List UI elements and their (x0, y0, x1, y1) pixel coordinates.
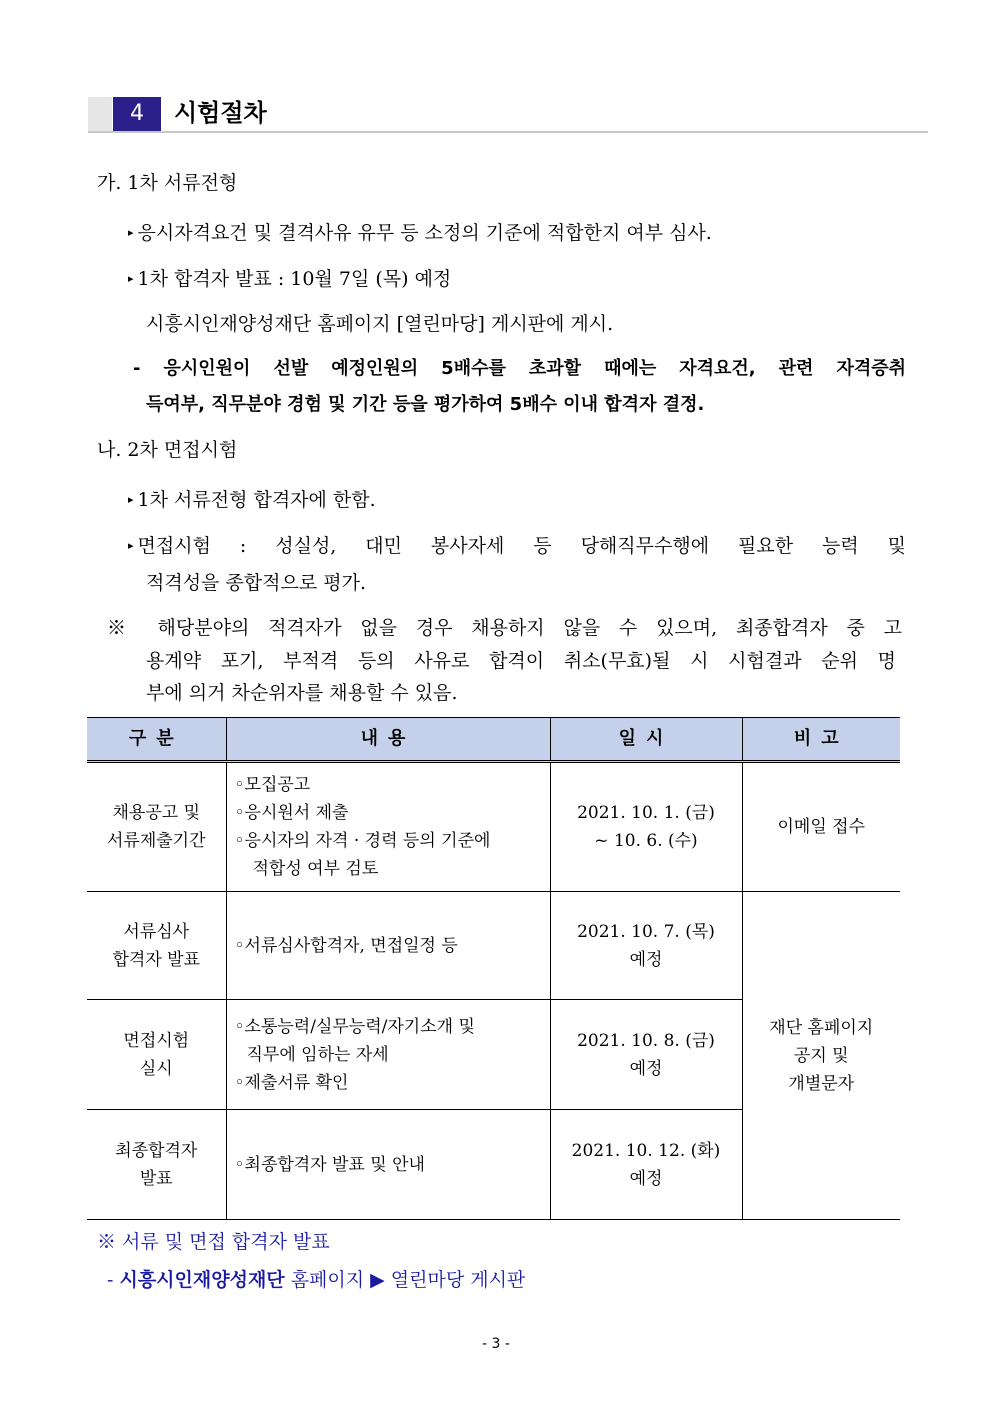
row-content: ◦최종합격자 발표 및 안내 (226, 1110, 550, 1220)
announce-dash: - (107, 1269, 120, 1291)
table-row (87, 892, 900, 1000)
row-content: ◦모집공고 ◦응시원서 제출 ◦응시자의 자격 · 경력 등의 기준에 적합성 여부 검토 (226, 762, 550, 892)
triangle-bullet-icon: ▸ (128, 226, 134, 239)
schedule-table (87, 717, 900, 1220)
section-divider (88, 131, 928, 133)
part-b-heading: 나. 2차 면접시험 (97, 439, 238, 461)
part-b-note-line-1: ※ 해당분야의 적격자가 없을 경우 채용하지 않을 수 있으며, 최종합격자 중 고 (107, 617, 902, 639)
triangle-bullet-icon: ▸ (128, 272, 134, 285)
announce-detail (107, 1267, 525, 1293)
row-date: 2021. 10. 7. (목) 예정 (550, 892, 742, 1000)
part-a-bullet-2-text: 1차 합격자 발표 : 10월 7일 (목) 예정 (137, 268, 452, 290)
triangle-bullet-icon: ▸ (128, 493, 134, 506)
announce-heading: ※ 서류 및 면접 합격자 발표 (97, 1231, 330, 1253)
table-header-row (87, 718, 900, 762)
row-category: 면접시험 실시 (87, 1000, 226, 1110)
row-content: ◦소통능력/실무능력/자기소개 및 직무에 임하는 자세 ◦제출서류 확인 (226, 1000, 550, 1110)
table-row (87, 762, 900, 892)
section-header (88, 95, 928, 133)
header-category: 구분 (87, 718, 226, 762)
part-a-heading: 가. 1차 서류전형 (97, 172, 238, 194)
row-category: 채용공고 및 서류제출기간 (87, 762, 226, 892)
row-content: ◦서류심사합격자, 면접일정 등 (226, 892, 550, 1000)
row-note-merged: 재단 홈페이지 공지 및 개별문자 (742, 892, 900, 1220)
header-content: 내용 (226, 718, 550, 762)
row-date: 2021. 10. 8. (금) 예정 (550, 1000, 742, 1110)
row-category: 서류심사 합격자 발표 (87, 892, 226, 1000)
header-date: 일시 (550, 718, 742, 762)
announce-location: 홈페이지 ▶ 열린마당 게시판 (284, 1269, 526, 1291)
part-b-bullet-2-cont: 적격성을 종합적으로 평가. (146, 572, 367, 594)
section-title: 시험절차 (174, 99, 267, 127)
part-b-bullet-1 (128, 487, 376, 513)
part-b-note-line-2: 용계약 포기, 부적격 등의 사유로 합격이 취소(무효)될 시 시험결과 순위 명 (146, 650, 896, 672)
part-a-bullet-1 (128, 220, 712, 246)
section-number: 4 (113, 97, 161, 131)
part-a-bullet-1-text: 응시자격요건 및 결격사유 유무 등 소정의 기준에 적합한지 여부 심사. (137, 222, 712, 244)
announce-org-name: 시흥시인재양성재단 (119, 1269, 285, 1291)
part-a-dash-line-2: 득여부, 직무분야 경험 및 기간 등을 평가하여 5배수 이내 합격자 결정. (146, 394, 705, 415)
row-category: 최종합격자 발표 (87, 1110, 226, 1220)
page-number: - 3 - (482, 1336, 510, 1352)
part-b-bullet-1-text: 1차 서류전형 합격자에 한함. (137, 489, 376, 511)
row-note: 이메일 접수 (742, 762, 900, 892)
part-b-bullet-2 (128, 533, 906, 559)
part-a-bullet-2 (128, 266, 451, 292)
part-b-note-line-3: 부에 의거 차순위자를 채용할 수 있음. (146, 682, 458, 704)
part-a-dash-line-1: - 응시인원이 선발 예정인원의 5배수를 초과할 때에는 자격요건, 관련 자격증취 (133, 358, 906, 379)
part-b-bullet-2-text: 면접시험 : 성실성, 대민 봉사자세 등 당해직무수행에 필요한 능력 및 (137, 535, 906, 557)
part-a-bullet-2-cont: 시흥시인재양성재단 홈페이지 [열린마당] 게시판에 게시. (146, 313, 614, 335)
header-note: 비고 (742, 718, 900, 762)
section-bar (88, 97, 112, 131)
row-date: 2021. 10. 1. (금) ~ 10. 6. (수) (550, 762, 742, 892)
triangle-bullet-icon: ▸ (128, 539, 134, 552)
row-date: 2021. 10. 12. (화) 예정 (550, 1110, 742, 1220)
